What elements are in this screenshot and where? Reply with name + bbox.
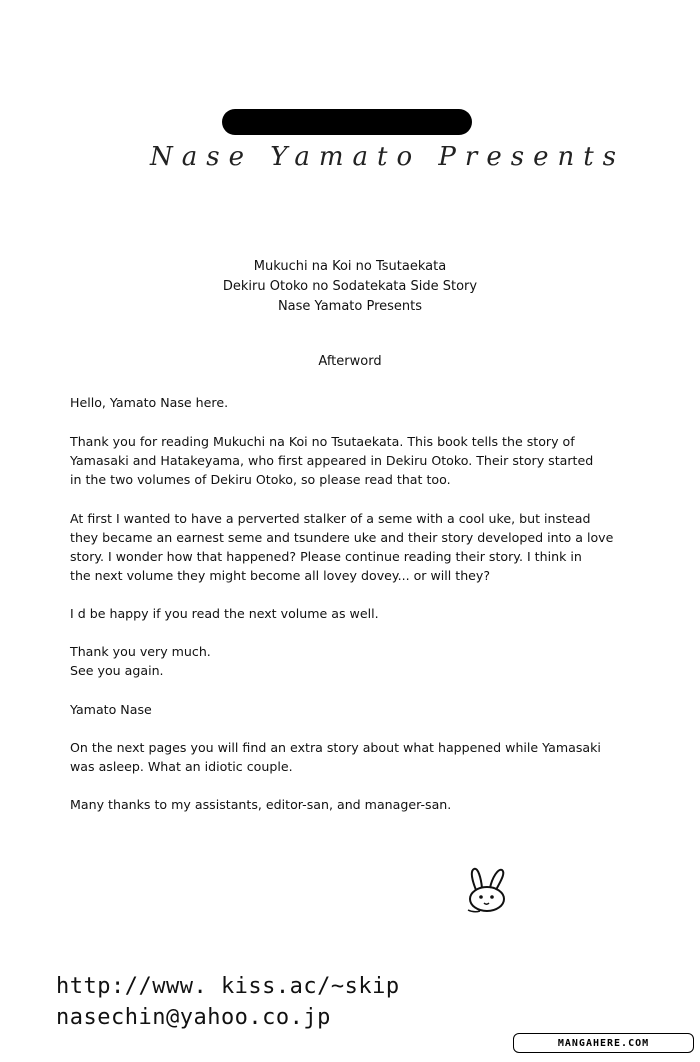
paragraph-4-line: On the next pages you will find an extra story about what happened while Yamasaki — [70, 740, 601, 755]
closing-thanks — [70, 642, 630, 680]
paragraph-3 — [70, 604, 630, 623]
thanks-line: Thank you very much. — [70, 644, 211, 659]
paragraph-5-line: Many thanks to my assistants, editor-san, and manager-san. — [70, 797, 452, 812]
author-presents: Nase Yamato Presents — [277, 299, 423, 314]
paragraph-3-line: I d be happy if you read the next volume as well. — [70, 606, 379, 621]
paragraph-1-line: Yamasaki and Hatakeyama, who first appeared in Dekiru Otoko. Their story started — [70, 453, 594, 468]
side-story-title: Dekiru Otoko no Sodatekata Side Story — [222, 279, 478, 294]
paragraph-1 — [70, 432, 630, 489]
series-title: Mukuchi na Koi no Tsutaekata — [253, 259, 447, 274]
paragraph-1-line: in the two volumes of Dekiru Otoko, so please read that too. — [70, 472, 451, 487]
greeting-paragraph — [70, 393, 630, 412]
paragraph-2-line: story. I wonder how that happened? Please continue reading their story. I think in — [70, 549, 582, 564]
signature-line: Yamato Nase — [70, 702, 152, 717]
watermark-badge — [513, 1033, 694, 1053]
greeting-line: Hello, Yamato Nase here. — [70, 395, 229, 410]
paragraph-4-line: was asleep. What an idiotic couple. — [70, 759, 293, 774]
paragraph-2-line: they became an earnest seme and tsundere uke and their story developed into a love — [70, 530, 614, 545]
paragraph-4 — [70, 738, 630, 776]
title-block — [100, 257, 600, 317]
paragraph-2-line: At first I wanted to have a perverted stalker of a seme with a cool uke, but instead — [70, 511, 591, 526]
paragraph-5 — [70, 795, 630, 814]
redaction-bar — [222, 109, 472, 135]
paragraph-2 — [70, 509, 630, 585]
bunny-doodle-icon — [462, 866, 514, 916]
contact-email: nasechin@yahoo.co.jp — [56, 1005, 331, 1030]
contact-url: http://www. kiss.ac/~skip — [56, 974, 400, 999]
signature — [70, 700, 630, 719]
afterword-heading: Afterword — [318, 354, 382, 369]
paragraph-1-line: Thank you for reading Mukuchi na Koi no Tsutaekata. This book tells the story of — [70, 434, 575, 449]
watermark-text: MANGAHERE.COM — [557, 1037, 650, 1049]
paragraph-2-line: the next volume they might become all lovey dovey... or will they? — [70, 568, 491, 583]
header-title: Nase Yamato Presents — [150, 142, 625, 172]
see-you-line: See you again. — [70, 663, 164, 678]
